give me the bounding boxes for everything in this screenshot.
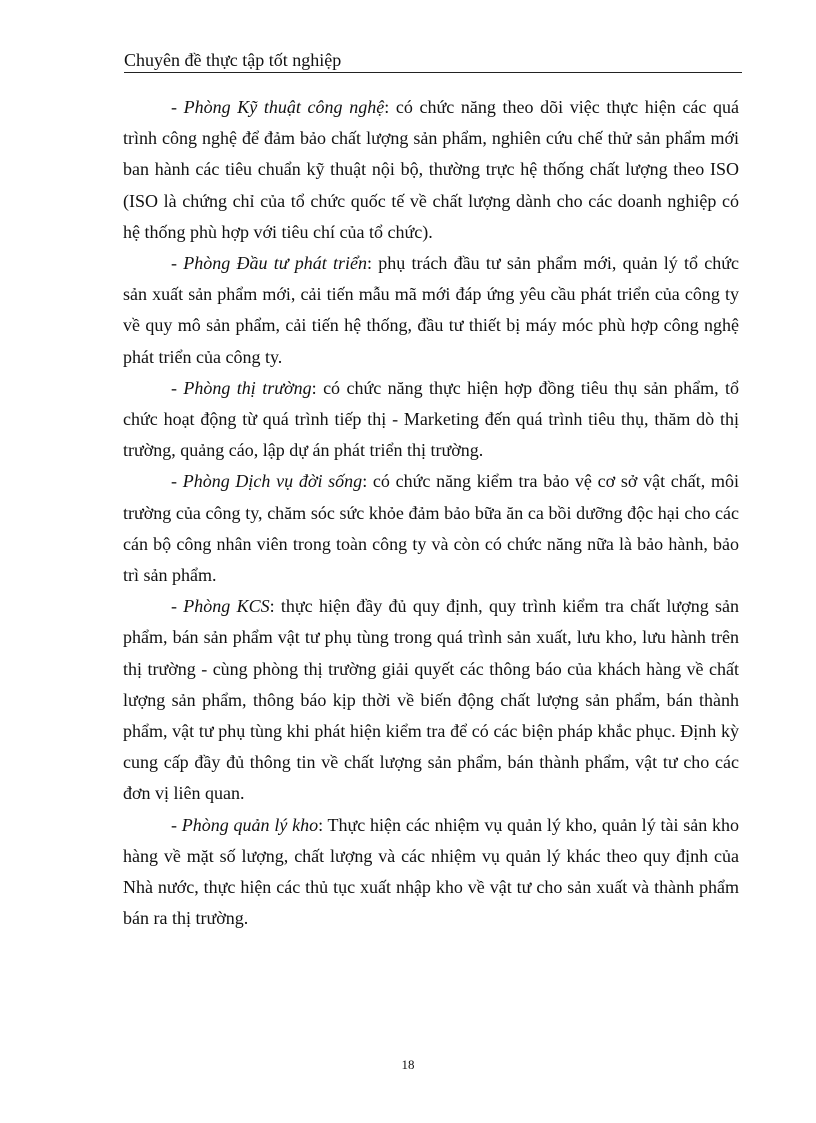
- department-name: Phòng thị trường: [183, 377, 312, 398]
- page-number: 18: [401, 1057, 415, 1072]
- paragraph-dau-tu-phat-trien: [123, 248, 739, 373]
- paragraph-thi-truong: [123, 373, 739, 467]
- paragraph-kcs: [123, 591, 739, 809]
- department-name: Phòng Kỹ thuật công nghệ: [183, 97, 385, 117]
- bullet-dash: -: [171, 596, 184, 617]
- document-body: [123, 92, 739, 934]
- bullet-dash: -: [171, 97, 184, 117]
- bullet-dash: -: [171, 814, 182, 835]
- paragraph-dich-vu-doi-song: [123, 466, 739, 591]
- header-title: Chuyên đề thực tập tốt nghiệp: [124, 50, 342, 70]
- department-name: Phòng quản lý kho: [181, 814, 319, 835]
- paragraph-text: : có chức năng theo dõi việc thực hiện các quá trình công nghệ để đảm bảo chất lượng sản phẩm, nghiên cứu chế thử sản phẩm mới ban hành các tiêu chuẩn kỹ thuật nội bộ, thường trực hệ thống chất lượng theo ISO (ISO là chứng chỉ của tổ chức quốc tế về chất lượng dành cho các doanh nghiệp có hệ thống phù hợp với tiêu chí của tổ chức).: [123, 97, 739, 242]
- paragraph-text: : thực hiện đầy đủ quy định, quy trình kiểm tra chất lượng sản phẩm, bán sản phẩm vật tư phụ tùng trong quá trình sản xuất, lưu kho, lưu hành trên thị trường - cùng phòng thị trường giải quyết các thông báo của khách hàng về chất lượng sản phẩm, thông báo kịp thời về biến động chất lượng sản phẩm, bán thành phẩm, vật tư phụ tùng khi phát hiện kiểm tra để có các biện pháp khắc phục. Định kỳ cung cấp đầy đủ thông tin về chất lượng sản phẩm, bán thành phẩm, vật tư cho các đơn vị liên quan.: [123, 596, 739, 804]
- department-name: Phòng KCS: [183, 596, 270, 617]
- paragraph-text: : phụ trách đầu tư sản phẩm mới, quản lý tổ chức sản xuất sản phẩm mới, cải tiến mẫu mã mới đáp ứng yêu cầu phát triển của công ty về quy mô sản phẩm, cải tiến hệ thống, đầu tư thiết bị máy móc phù hợp công nghệ phát triển của công ty.: [123, 253, 740, 367]
- bullet-dash: -: [171, 471, 183, 492]
- department-name: Phòng Đầu tư phát triển: [183, 253, 367, 274]
- paragraph-text: : Thực hiện các nhiệm vụ quản lý kho, quản lý tài sản kho hàng về mặt số lượng, chất lượng và các nhiệm vụ quản lý khác theo quy định của Nhà nước, thực hiện các thủ tục xuất nhập kho về vật tư cho sản xuất và thành phẩm bán ra thị trường.: [123, 814, 739, 929]
- bullet-dash: -: [171, 377, 184, 398]
- paragraph-ky-thuat-cong-nghe: [123, 92, 739, 248]
- page-header: [124, 48, 742, 73]
- department-name: Phòng Dịch vụ đời sống: [182, 471, 363, 492]
- paragraph-text: : có chức năng kiểm tra bảo vệ cơ sở vật chất, môi trường của công ty, chăm sóc sức khỏe đảm bảo bữa ăn ca bồi dưỡng độc hại cho các cán bộ công nhân viên trong toàn công ty và còn có chức năng nữa là bảo hành, bảo trì sản phẩm.: [123, 471, 739, 586]
- bullet-dash: -: [171, 253, 184, 274]
- paragraph-text: : có chức năng thực hiện hợp đồng tiêu thụ sản phẩm, tổ chức hoạt động từ quá trình tiếp thị - Marketing đến quá trình tiêu thụ, thăm dò thị trường, quảng cáo, lập dự án phát triển thị trường.: [123, 377, 739, 461]
- paragraph-quan-ly-kho: [123, 810, 739, 935]
